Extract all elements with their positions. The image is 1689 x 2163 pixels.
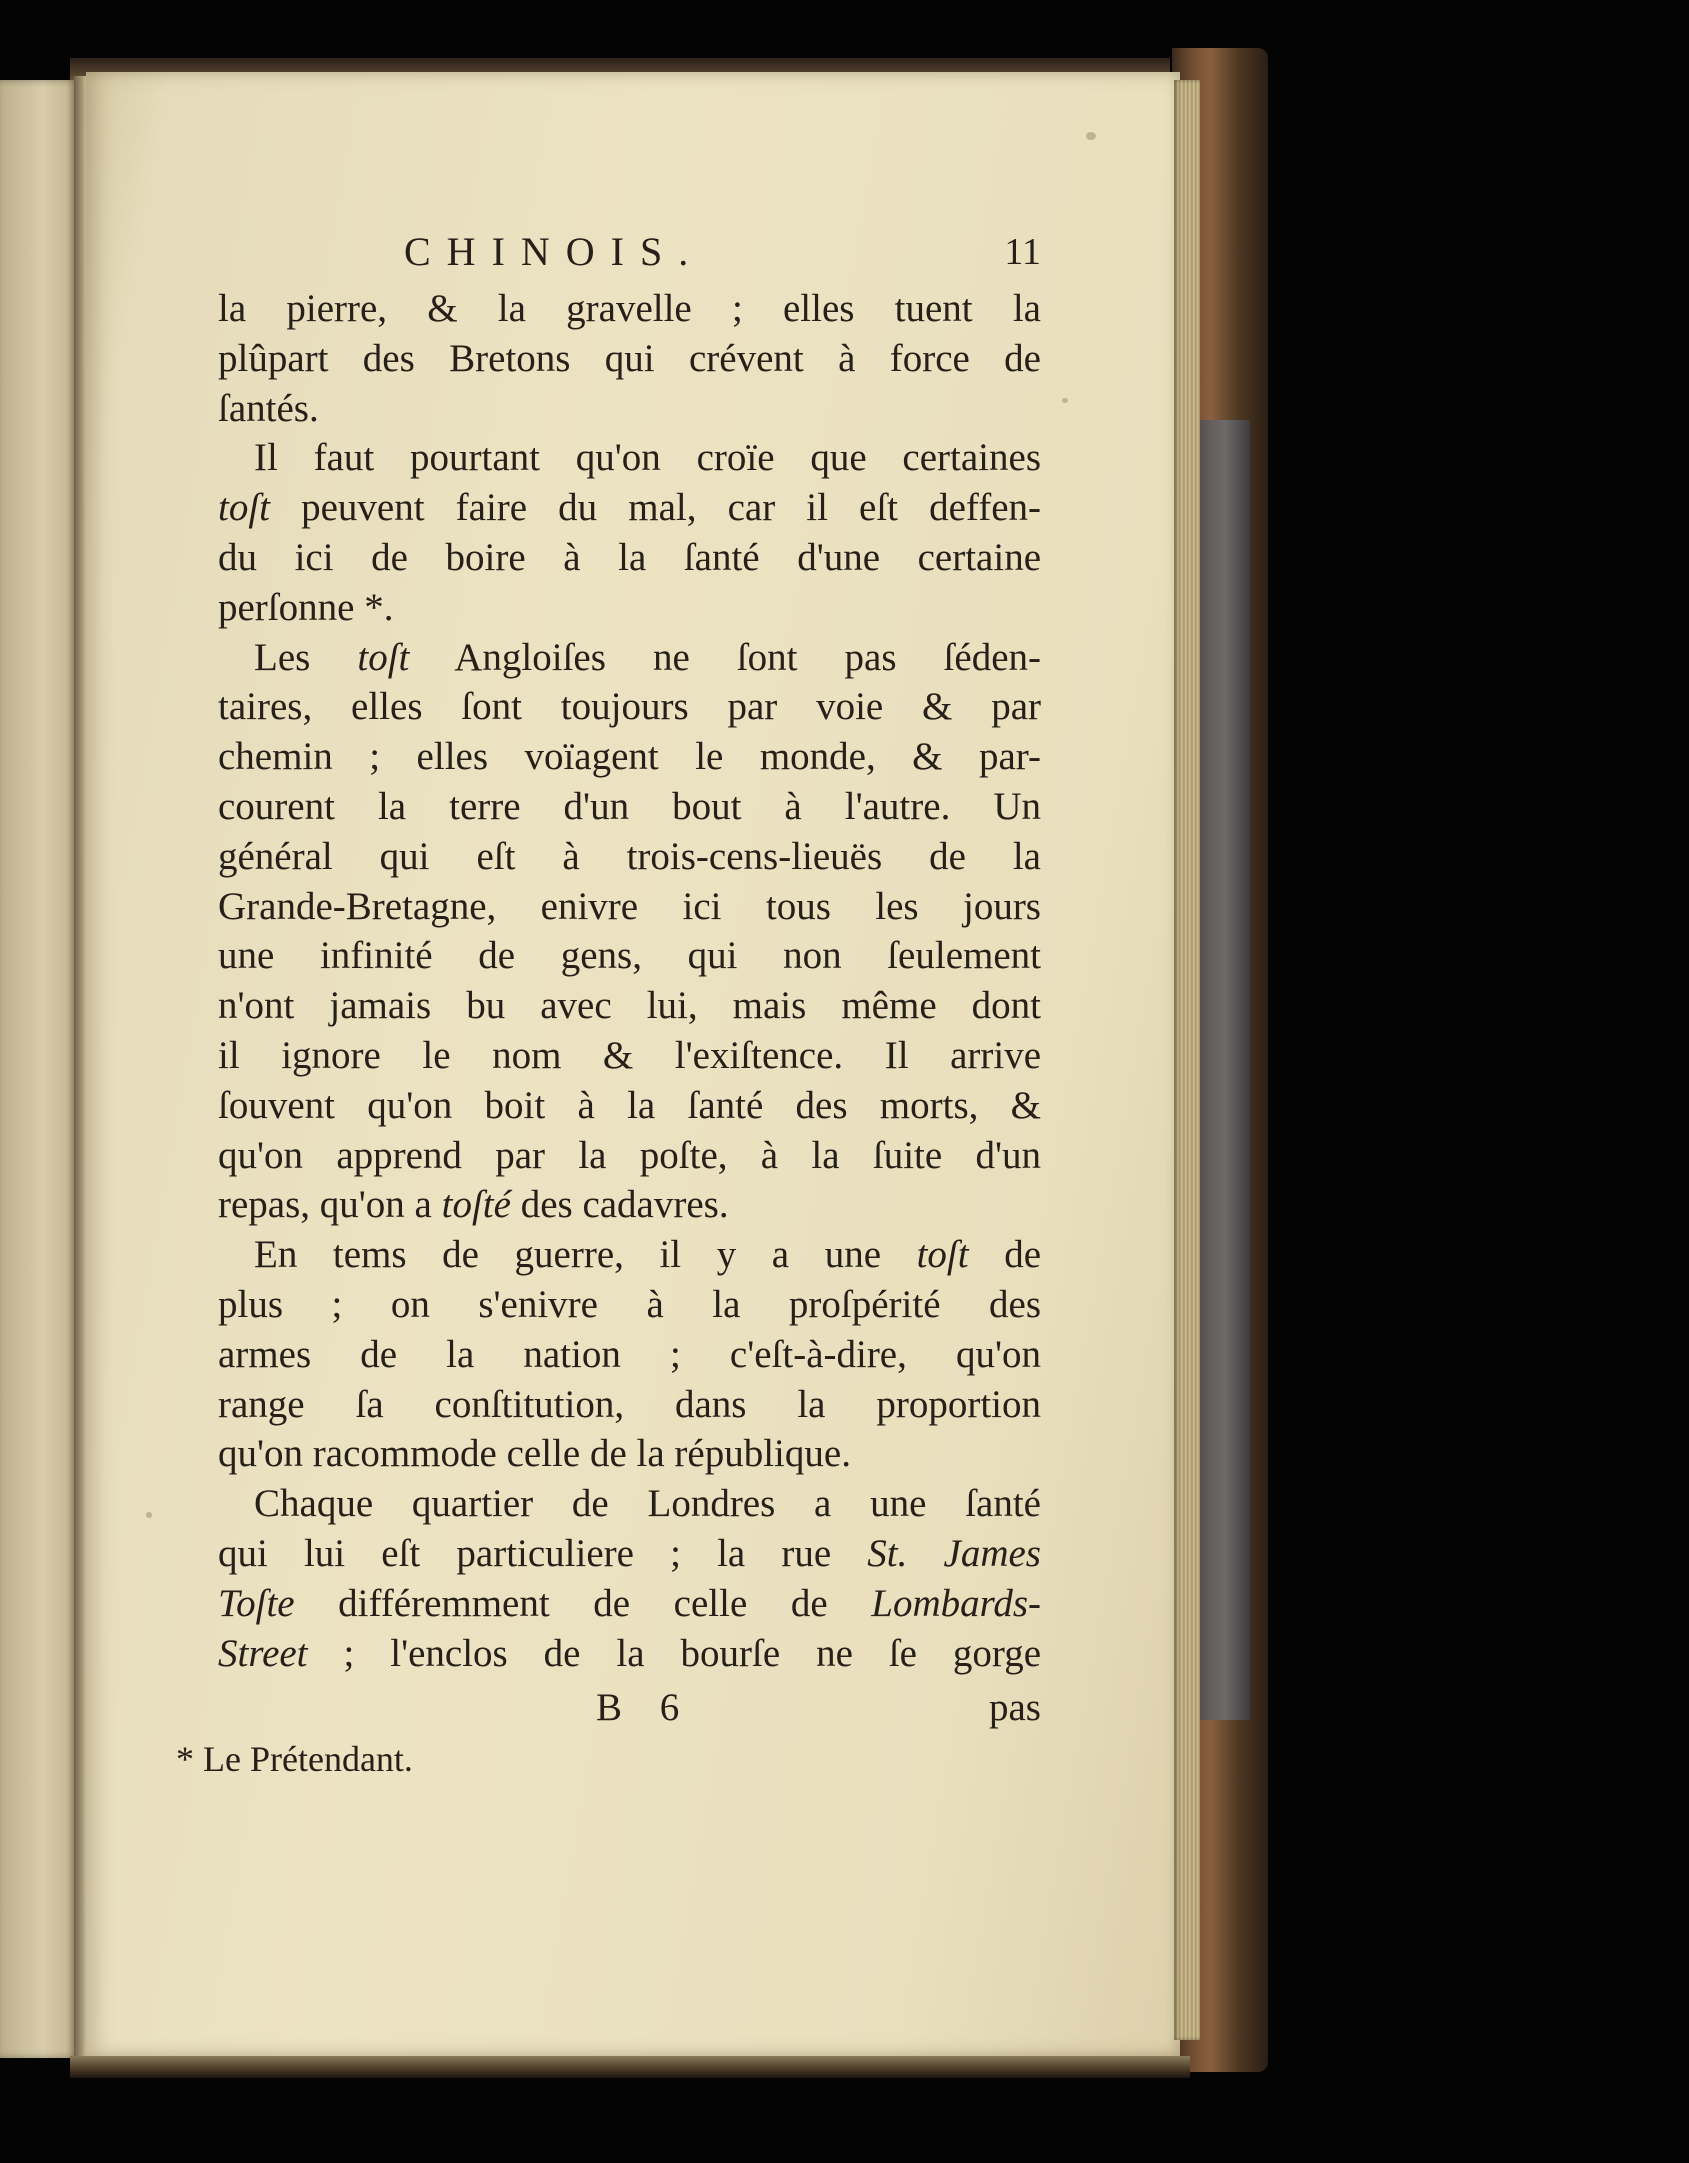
- line-text: du ici de boire à la ſanté d'une certaine: [218, 535, 1041, 579]
- text-line: [218, 1529, 1041, 1579]
- page-text-block: [218, 228, 1041, 1734]
- line-text: de: [968, 1233, 1042, 1277]
- book-cover-bottom-edge: [70, 2056, 1190, 2078]
- foxing-spot: [146, 1512, 152, 1518]
- line-text: une infinité de gens, qui non ſeulement: [218, 934, 1041, 978]
- text-line: [218, 1131, 1041, 1181]
- line-text: qui lui eſt particuliere ; la rue: [218, 1531, 868, 1575]
- italic-word: toſt: [218, 486, 271, 530]
- line-text: la pierre, & la gravelle ; elles tuent la: [218, 287, 1041, 330]
- signature-mark: B 6: [596, 1686, 694, 1730]
- catchword: pas: [989, 1686, 1041, 1730]
- italic-word: toſt: [357, 635, 410, 679]
- text-line: [218, 981, 1041, 1031]
- text-line: [218, 1579, 1041, 1629]
- running-head: [404, 228, 1041, 284]
- italic-word: St. James: [867, 1531, 1041, 1575]
- text-line: [218, 633, 1041, 683]
- page-number: 11: [1004, 231, 1041, 273]
- text-line: [218, 1280, 1041, 1330]
- running-title: CHINOIS.: [404, 229, 705, 274]
- text-line: [218, 483, 1041, 533]
- text-line: [218, 1031, 1041, 1081]
- line-text: peuvent faire du mal, car il eſt deffen-: [270, 486, 1041, 530]
- italic-word: Street: [218, 1631, 308, 1675]
- text-line: [218, 1330, 1041, 1380]
- text-line: [218, 433, 1041, 483]
- line-text: qu'on racommode celle de la république.: [218, 1432, 851, 1476]
- text-line: [218, 334, 1041, 384]
- text-line: [218, 1081, 1041, 1131]
- text-line: [218, 1429, 1041, 1479]
- text-line: [218, 284, 1041, 334]
- line-text: Angloiſes ne ſont pas ſéden-: [409, 635, 1042, 679]
- line-text: En tems de guerre, il y a une: [254, 1233, 917, 1277]
- italic-word: toſté: [441, 1183, 511, 1227]
- text-line: [218, 1180, 1041, 1230]
- line-text: il ignore le nom & l'exiſtence. Il arrive: [218, 1033, 1041, 1077]
- line-text: général qui eſt à trois-cens-lieuës de la: [218, 834, 1041, 878]
- text-line: [218, 1380, 1041, 1430]
- line-text: Les: [254, 635, 358, 679]
- text-line: [218, 732, 1041, 782]
- line-text: ; l'enclos de la bourſe ne ſe gorge: [307, 1631, 1041, 1675]
- page-block-edge: [1174, 80, 1200, 2040]
- facing-page-edge: [0, 80, 78, 2058]
- line-text: ſantés.: [218, 386, 319, 430]
- line-text: armes de la nation ; c'eſt-à-dire, qu'on: [218, 1332, 1041, 1376]
- line-text: Il faut pourtant qu'on croïe que certaines: [254, 436, 1041, 480]
- line-text: perſonne *.: [218, 585, 394, 629]
- body-text: [218, 284, 1041, 1678]
- italic-word: Toſte: [218, 1581, 295, 1625]
- line-text: courent la terre d'un bout à l'autre. Un: [218, 784, 1041, 828]
- line-text: plûpart des Bretons qui crévent à force de: [218, 336, 1041, 380]
- text-line: [218, 1230, 1041, 1280]
- text-line: [218, 384, 1041, 434]
- footnote: * Le Prétendant.: [176, 1739, 413, 1779]
- text-line: [218, 782, 1041, 832]
- line-text: n'ont jamais bu avec lui, mais même dont: [218, 984, 1041, 1028]
- text-line: [218, 931, 1041, 981]
- text-line: [218, 1629, 1041, 1679]
- line-text: différemment de celle de: [294, 1581, 872, 1625]
- line-text: plus ; on s'enivre à la proſpérité des: [218, 1282, 1041, 1326]
- line-text: qu'on apprend par la poſte, à la ſuite d'un: [218, 1133, 1041, 1177]
- line-text: Chaque quartier de Londres a une ſanté: [254, 1482, 1041, 1526]
- text-line: [218, 533, 1041, 583]
- text-line: [218, 583, 1041, 633]
- text-line: [218, 882, 1041, 932]
- line-text: chemin ; elles voïagent le monde, & par-: [218, 735, 1041, 779]
- line-text: taires, elles ſont toujours par voie & par: [218, 685, 1041, 729]
- line-text: range ſa conſtitution, dans la proportion: [218, 1382, 1041, 1426]
- page-foot-line: [218, 1682, 1041, 1734]
- italic-word: Lombards-: [871, 1581, 1041, 1625]
- text-line: [218, 682, 1041, 732]
- foxing-spot: [1062, 398, 1068, 403]
- italic-word: toſt: [916, 1233, 969, 1277]
- line-text: Grande-Bretagne, enivre ici tous les jours: [218, 884, 1041, 928]
- foxing-spot: [1086, 132, 1096, 140]
- text-line: [218, 1479, 1041, 1529]
- line-text: ſouvent qu'on boit à la ſanté des morts, &: [218, 1083, 1041, 1127]
- line-text: repas, qu'on a: [218, 1183, 442, 1227]
- spine-cloth-strip: [1200, 420, 1250, 1720]
- line-text: des cadavres.: [510, 1183, 729, 1227]
- text-line: [218, 832, 1041, 882]
